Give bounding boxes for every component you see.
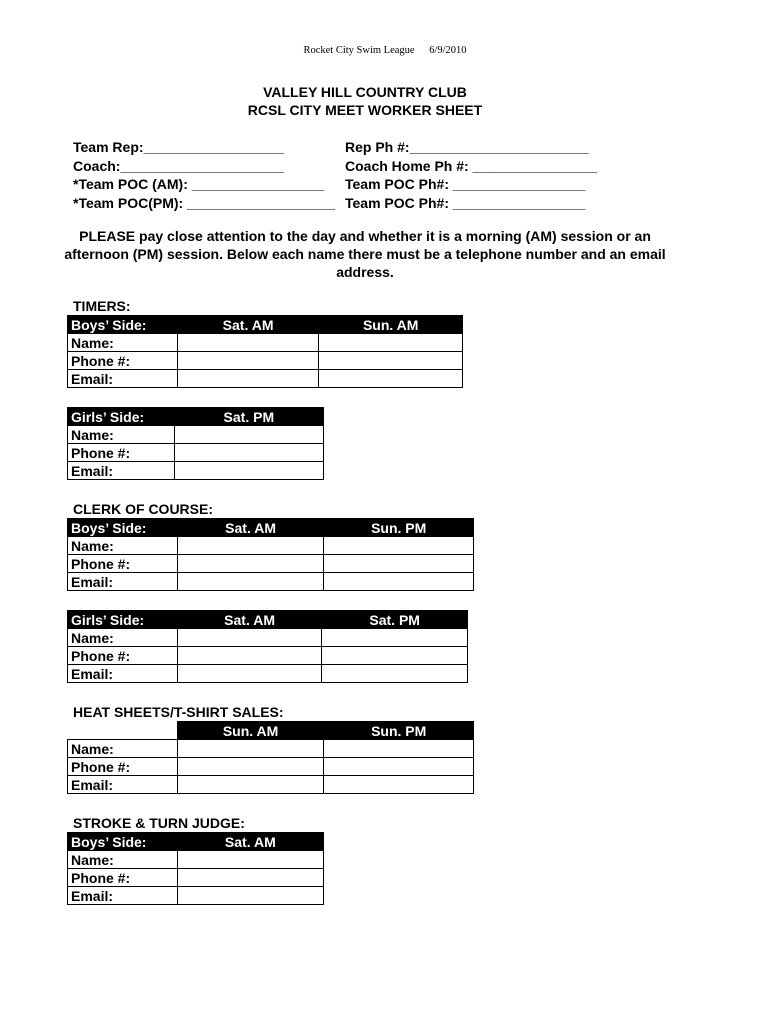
stroke-turn-boys-table (67, 832, 324, 905)
input-cell[interactable] (319, 352, 463, 370)
name-label: Name: (68, 851, 178, 869)
table-row (68, 740, 474, 758)
team-poc-am-field[interactable]: *Team POC (AM): _________________ (73, 176, 325, 192)
table-row (68, 869, 324, 887)
heat-sheets-table (67, 721, 474, 794)
input-cell[interactable] (324, 758, 474, 776)
table-row (68, 370, 463, 388)
rep-phone-field[interactable]: Rep Ph #:_______________________ (345, 139, 589, 155)
input-cell[interactable] (177, 740, 324, 758)
table-row (68, 629, 468, 647)
timers-heading: TIMERS: (73, 298, 131, 314)
boys-side-header: Boys’ Side: (68, 316, 178, 334)
heat-sheets-heading: HEAT SHEETS/T-SHIRT SALES: (73, 704, 284, 720)
input-cell[interactable] (322, 647, 468, 665)
team-poc-am-phone-field[interactable]: Team POC Ph#: _________________ (345, 176, 586, 192)
table-row (68, 851, 324, 869)
field-row-poc-am (73, 175, 597, 194)
clerk-girls-table (67, 610, 468, 683)
input-cell[interactable] (177, 334, 319, 352)
sat-pm-header: Sat. PM (174, 408, 323, 426)
input-cell[interactable] (177, 537, 324, 555)
sat-am-header: Sat. AM (177, 316, 319, 334)
input-cell[interactable] (177, 629, 322, 647)
phone-label: Phone #: (68, 444, 175, 462)
input-cell[interactable] (322, 629, 468, 647)
coach-field[interactable]: Coach:_____________________ (73, 157, 284, 174)
team-poc-pm-phone-field[interactable]: Team POC Ph#: _________________ (345, 194, 586, 211)
table-row (68, 334, 463, 352)
stroke-turn-heading: STROKE & TURN JUDGE: (73, 815, 245, 831)
field-row-rep (73, 138, 597, 157)
table-row (68, 776, 474, 794)
page-header (0, 45, 770, 56)
phone-label: Phone #: (68, 352, 178, 370)
table-row (68, 352, 463, 370)
name-label: Name: (68, 334, 178, 352)
email-label: Email: (68, 665, 178, 683)
sheet-title: RCSL CITY MEET WORKER SHEET (247, 102, 483, 118)
name-label: Name: (68, 537, 178, 555)
sat-pm-header: Sat. PM (322, 611, 468, 629)
email-label: Email: (68, 462, 175, 480)
girls-side-header: Girls’ Side: (68, 611, 178, 629)
input-cell[interactable] (174, 444, 323, 462)
sun-pm-header: Sun. PM (324, 519, 474, 537)
input-cell[interactable] (177, 758, 324, 776)
input-cell[interactable] (177, 573, 324, 591)
table-row (68, 537, 474, 555)
session-notice: PLEASE pay close attention to the day and whether it is a morning (AM) session or an afternoon (PM) session. Below each name there must be a telephone number and an email address. (64, 228, 666, 280)
phone-label: Phone #: (68, 758, 178, 776)
boys-side-header: Boys’ Side: (68, 519, 178, 537)
header-date: 6/9/2010 (429, 45, 467, 56)
table-row (68, 555, 474, 573)
input-cell[interactable] (324, 573, 474, 591)
sun-pm-header: Sun. PM (324, 722, 474, 740)
input-cell[interactable] (177, 665, 322, 683)
input-cell[interactable] (177, 776, 324, 794)
name-label: Name: (68, 426, 175, 444)
input-cell[interactable] (324, 776, 474, 794)
phone-label: Phone #: (68, 555, 178, 573)
email-label: Email: (68, 887, 178, 905)
contact-fields (73, 138, 597, 212)
input-cell[interactable] (177, 370, 319, 388)
table-row (68, 665, 468, 683)
input-cell[interactable] (322, 665, 468, 683)
name-label: Name: (68, 629, 178, 647)
input-cell[interactable] (174, 462, 323, 480)
table-row (68, 647, 468, 665)
club-title: VALLEY HILL COUNTRY CLUB (263, 84, 467, 100)
table-row (68, 573, 474, 591)
input-cell[interactable] (324, 555, 474, 573)
sun-am-header: Sun. AM (319, 316, 463, 334)
email-label: Email: (68, 776, 178, 794)
table-row (68, 758, 474, 776)
input-cell[interactable] (177, 555, 324, 573)
input-cell[interactable] (177, 352, 319, 370)
input-cell[interactable] (177, 869, 323, 887)
team-poc-pm-field[interactable]: *Team POC(PM): ___________________ (73, 194, 336, 211)
coach-home-phone-field[interactable]: Coach Home Ph #: ________________ (345, 157, 598, 174)
sun-am-header: Sun. AM (177, 722, 324, 740)
clerk-heading: CLERK OF COURSE: (73, 501, 213, 517)
timers-girls-table (67, 407, 324, 480)
input-cell[interactable] (324, 740, 474, 758)
field-row-poc-pm (73, 194, 597, 213)
phone-label: Phone #: (68, 869, 178, 887)
empty-header (68, 722, 178, 740)
field-row-coach (73, 157, 597, 176)
table-row (68, 887, 324, 905)
input-cell[interactable] (324, 537, 474, 555)
input-cell[interactable] (177, 887, 323, 905)
input-cell[interactable] (177, 647, 322, 665)
input-cell[interactable] (174, 426, 323, 444)
name-label: Name: (68, 740, 178, 758)
league-name: Rocket City Swim League (303, 45, 415, 56)
table-row (68, 426, 324, 444)
phone-label: Phone #: (68, 647, 178, 665)
sat-am-header: Sat. AM (177, 519, 324, 537)
girls-side-header: Girls’ Side: (68, 408, 175, 426)
clerk-boys-table (67, 518, 474, 591)
boys-side-header: Boys’ Side: (68, 833, 178, 851)
input-cell[interactable] (177, 851, 323, 869)
table-row (68, 462, 324, 480)
table-row (68, 444, 324, 462)
sat-am-header: Sat. AM (177, 833, 323, 851)
email-label: Email: (68, 370, 178, 388)
timers-boys-table (67, 315, 463, 388)
input-cell[interactable] (319, 334, 463, 352)
sat-am-header: Sat. AM (177, 611, 322, 629)
team-rep-field[interactable]: Team Rep:__________________ (73, 139, 284, 155)
input-cell[interactable] (319, 370, 463, 388)
email-label: Email: (68, 573, 178, 591)
